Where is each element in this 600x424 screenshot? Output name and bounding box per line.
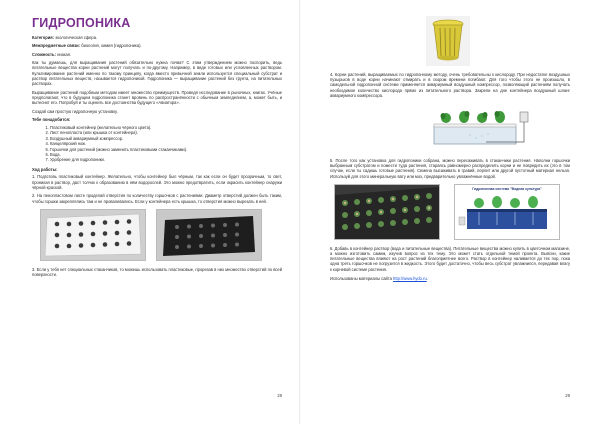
steps-heading: Ход работы: bbox=[32, 166, 58, 172]
list-item: 1. Пластиковый контейнер (желательно чёрного цвета). bbox=[50, 125, 282, 130]
foam-sheet-photo bbox=[40, 209, 146, 261]
water-culture-poster bbox=[454, 184, 560, 240]
meta-difficulty bbox=[32, 52, 282, 57]
net-pot-photo bbox=[426, 16, 470, 66]
needs-list bbox=[32, 125, 282, 163]
black-tray-photo bbox=[156, 209, 262, 261]
list-item: 4. Канцелярский нож. bbox=[50, 141, 282, 146]
meta-label: Категория: bbox=[32, 35, 55, 40]
meta-value: низкая. bbox=[57, 51, 72, 57]
hydroponic-setup-photo bbox=[426, 102, 532, 152]
list-item: 3. Воздушный аквариумный компрессор. bbox=[50, 136, 282, 141]
step-images bbox=[40, 209, 282, 261]
intro-paragraph: Создай сам простую гидропонную установку. bbox=[32, 108, 118, 114]
step-paragraph: 3. Если у тебя нет специальных стаканчиков, то можешь использовать пластиковые, прорезав в них множество отверстий по всей поверхности. bbox=[32, 266, 282, 278]
step-paragraph: 1. Подготовь пластиковый контейнер. Желательно, чтобы контейнер был чёрным, так как если он будет прозрачным, то свет, проникая в раствор, даст толчок к образованию в нём водорослей. Это можно предотвратить, если окрасить контейнер снаружи чёрной краской. bbox=[32, 174, 282, 190]
step-paragraph: 4. Корни растений, выращиваемых по гидропонному методу, очень требовательны к кислороду. При недостатке воздушных пузырьков в воде корни начинают отмирать и в скором времени погибают. Для того чтобы этого не произошло, в самодельной гидропонной системе применяется аквариумный воздушный компрессор, позволяющий растениям получать необходимое количество кислорода прямо из питательного раствора. Закрепи на дне контейнера воздушный шланг аквариумного компрессора. bbox=[330, 72, 570, 98]
page-title: ГИДРОПОНИКА bbox=[32, 16, 131, 30]
source-link[interactable]: http://www.hydo.ru bbox=[393, 275, 427, 281]
source-prefix: Использованы материалы сайта bbox=[330, 275, 392, 281]
step-images-right bbox=[334, 184, 570, 240]
meta-category bbox=[32, 35, 282, 40]
list-item: 6. Вода. bbox=[50, 152, 282, 157]
intro-paragraph: Выращивание растений подобным методом имеет множество преимуществ. Проведя исследование в рыночных, книгах. Учёные предполагают, что в будущем гидропоника станет вровень по распространённости с обычным земледелием, а, может быть, и вытеснит его. Попробуй и ты оценить все достоинства будущего «Авиатора». bbox=[32, 89, 282, 105]
step-paragraph: 6. Добавь в контейнер раствор (вода и питательные вещества). Питательные вещества можно купить в цветочном магазине, а можно изготовить самим, изучив вопрос из тех тему. Это может стать отдельной темой проекта. Выясни, какие питательные вещества влияют на рост растений благоприятнее всего. Раствор в контейнер наливается до тех пор, пока одна треть горшочков не погрузится в жидкость. Этого будет достаточно, чтобы весь субстрат увлажнился, передавая влагу к корневой системе растения. bbox=[330, 245, 570, 272]
step-paragraph: 2. На пенопластовом листе проделай отверстия по количеству горшочков с растениями. Диаметр отверстий должен быть таким, чтобы горшки закреплялись там и не проваливались. Если у контейнера есть крышка, то отверстия можно вырезать в ней. bbox=[32, 193, 282, 204]
page-number: 28 bbox=[277, 393, 282, 398]
list-item: 7. Удобрение для гидропоники. bbox=[50, 157, 282, 162]
right-page bbox=[300, 0, 600, 424]
step-paragraph: 5. После того как установка для гидропоники собрана, можно пересаживать в стаканчики растения. Наполни горшочки выбранным субстратом и помести туда растения, стараясь равномерно распределить корни и не повредить их (это в том случае, если ты садишь готовые растения). Семена высаживать в гравий, перлит или другой пустотный материал нельзя. Используй для этого минеральную вату или мох, предварительно увлажнённые водой. bbox=[330, 158, 570, 179]
seedling-tray-photo bbox=[334, 184, 440, 240]
meta-links bbox=[32, 43, 282, 48]
source-note bbox=[330, 276, 570, 281]
intro-paragraph: Как ты думаешь, для выращивания растений обязательно нужна почва? С этим утверждением можно поспорить, ведь питательные вещества корни растений могут получать и по-другому. Например, в виде готовых или условленных раствором. Культивирование растений именно по такому принципу, когда вместо привычной земли используется специальный субстрат и раствор питательных веществ, называется гидропоникой. Гидропоника — выращивание растений без грунта, на питательных растворах. bbox=[32, 60, 282, 86]
needs-heading: Тебе понадобится: bbox=[32, 117, 71, 123]
source-suffix: . bbox=[426, 275, 428, 281]
meta-label: Сложность: bbox=[32, 51, 56, 57]
poster-title: Гидропонная система "Водная культура" bbox=[472, 186, 542, 191]
meta-value: экологическая сфера. bbox=[55, 35, 98, 40]
meta-value: биология, химия (гидропоника). bbox=[81, 43, 142, 49]
meta-label: Межпредметные связи: bbox=[32, 43, 81, 49]
list-item: 2. Лист пенопласта (или крышка от контейнера). bbox=[50, 130, 282, 135]
list-item: 5. Горшочки для растений (можно заменить пластиковыми стаканчиками). bbox=[50, 147, 282, 152]
page-number: 29 bbox=[565, 393, 570, 398]
